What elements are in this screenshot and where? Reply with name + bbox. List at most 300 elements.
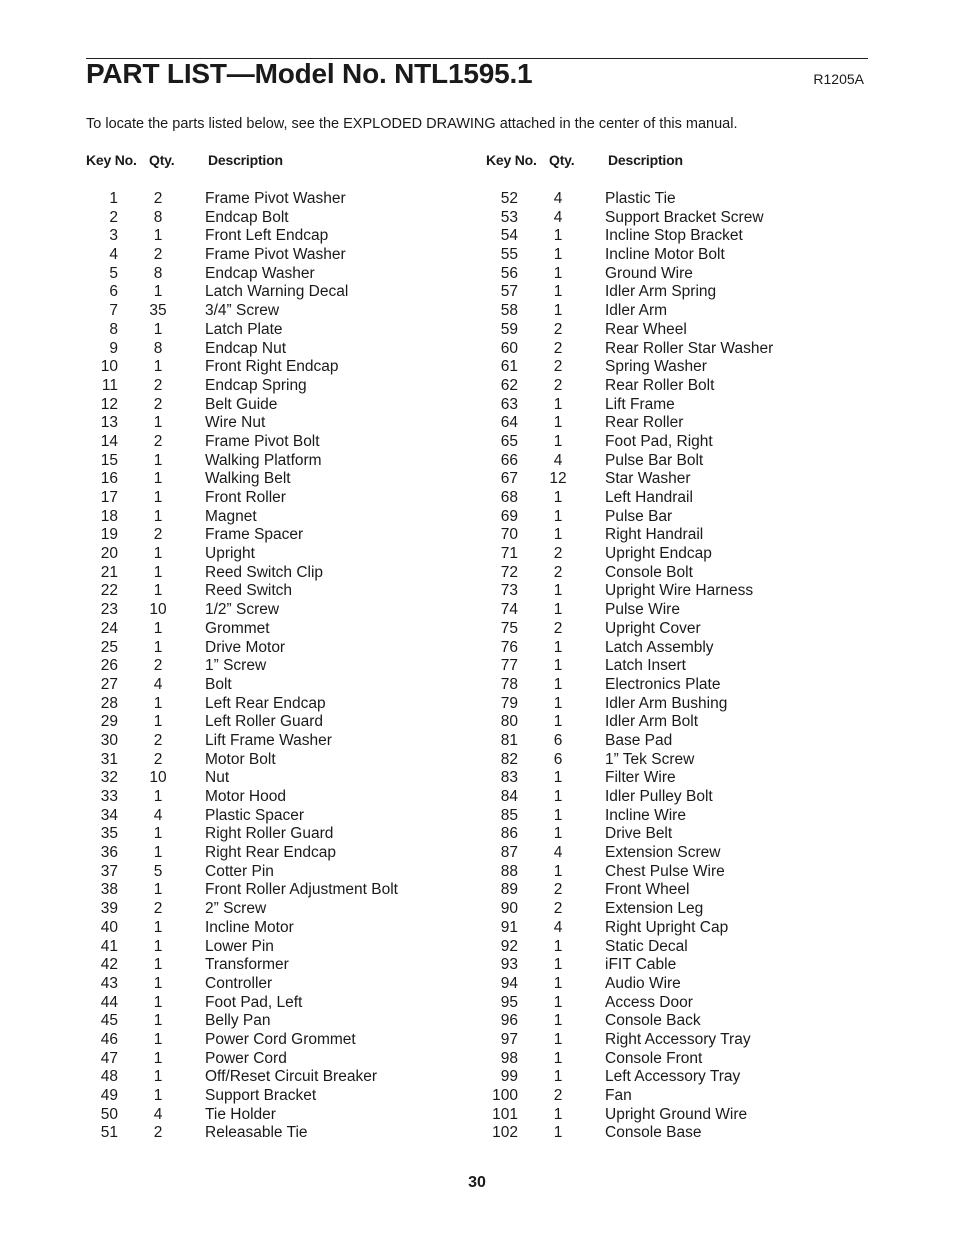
key-no-header: Key No.	[486, 152, 537, 168]
qty-cell: 1	[153, 619, 163, 637]
part-row	[486, 582, 773, 601]
description-cell: Power Cord	[205, 1049, 287, 1067]
key-no-cell: 71	[500, 545, 518, 563]
description-cell: Grommet	[205, 619, 270, 637]
part-row	[486, 1106, 773, 1125]
description-header: Description	[208, 152, 283, 168]
column-headers	[86, 152, 398, 172]
key-no-cell: 66	[500, 451, 518, 469]
qty-cell: 2	[153, 246, 163, 264]
key-no-cell: 82	[500, 750, 518, 768]
part-row	[86, 526, 398, 545]
part-row	[86, 844, 398, 863]
qty-cell: 1	[553, 657, 563, 675]
description-cell: Pulse Bar	[605, 507, 673, 525]
description-cell: Belt Guide	[205, 395, 278, 413]
part-row	[86, 321, 398, 340]
qty-cell: 2	[553, 376, 563, 394]
key-no-cell: 85	[500, 806, 518, 824]
part-row	[86, 1068, 398, 1087]
part-row	[486, 788, 773, 807]
description-cell: Nut	[205, 769, 230, 787]
qty-cell: 6	[553, 750, 563, 768]
key-no-cell: 55	[500, 246, 518, 264]
part-row	[86, 825, 398, 844]
qty-cell: 2	[553, 900, 563, 918]
qty-cell: 2	[153, 395, 163, 413]
qty-cell: 2	[153, 657, 163, 675]
description-cell: Walking Platform	[205, 451, 322, 469]
qty-cell: 1	[153, 1030, 163, 1048]
part-row	[86, 657, 398, 676]
key-no-cell: 21	[100, 563, 118, 581]
key-no-cell: 30	[100, 731, 118, 749]
qty-cell: 1	[153, 582, 163, 600]
key-no-cell: 11	[101, 376, 118, 394]
key-no-cell: 80	[500, 713, 518, 731]
qty-cell: 2	[153, 376, 163, 394]
part-row	[486, 881, 773, 900]
description-cell: Latch Warning Decal	[205, 283, 349, 301]
description-cell: Motor Hood	[205, 788, 286, 805]
revision-code: R1205A	[813, 71, 864, 87]
description-cell: Controller	[205, 974, 273, 992]
qty-cell: 1	[553, 489, 563, 506]
qty-cell: 8	[153, 339, 163, 357]
description-cell: Electronics Plate	[605, 675, 721, 693]
qty-cell: 1	[553, 769, 563, 787]
page-number: 30	[468, 1174, 486, 1191]
part-row	[86, 769, 398, 788]
part-row	[486, 564, 773, 583]
key-no-cell: 91	[500, 918, 518, 936]
key-no-cell: 60	[500, 339, 518, 357]
qty-cell: 1	[553, 694, 563, 712]
description-cell: Upright Endcap	[605, 545, 712, 563]
part-row	[86, 302, 398, 321]
key-no-cell: 72	[500, 563, 518, 581]
qty-cell: 1	[553, 1124, 563, 1142]
part-row	[486, 209, 773, 228]
description-cell: Reed Switch Clip	[205, 563, 324, 581]
qty-cell: 1	[153, 844, 163, 862]
key-no-cell: 62	[500, 376, 518, 394]
qty-cell: 2	[153, 750, 163, 768]
description-cell: 1/2” Screw	[205, 601, 280, 619]
qty-cell: 1	[553, 264, 563, 282]
key-no-cell: 45	[100, 1012, 118, 1030]
part-row	[86, 377, 398, 396]
qty-cell: 4	[153, 675, 163, 693]
part-row	[86, 396, 398, 415]
description-header: Description	[608, 152, 683, 168]
qty-cell: 1	[553, 862, 563, 880]
description-cell: Latch Assembly	[605, 638, 714, 656]
description-cell: 3/4” Screw	[205, 302, 280, 320]
qty-cell: 1	[553, 788, 563, 805]
description-cell: Endcap Washer	[205, 264, 315, 282]
description-cell: Base Pad	[605, 731, 673, 749]
description-cell: Console Bolt	[605, 563, 693, 581]
key-no-cell: 13	[100, 414, 118, 432]
qty-cell: 1	[153, 1087, 163, 1104]
part-row	[486, 190, 773, 209]
part-row	[486, 1012, 773, 1031]
key-no-cell: 58	[500, 302, 518, 320]
part-row	[86, 695, 398, 714]
description-cell: Idler Arm	[605, 302, 668, 320]
qty-cell: 2	[553, 563, 563, 581]
description-cell: Endcap Bolt	[205, 208, 289, 226]
qty-cell: 1	[553, 582, 563, 600]
description-cell: Upright Cover	[605, 619, 701, 637]
description-cell: Ground Wire	[605, 264, 693, 282]
key-no-cell: 38	[100, 881, 118, 899]
qty-cell: 4	[153, 806, 163, 824]
key-no-cell: 96	[500, 1012, 518, 1030]
description-cell: Console Front	[605, 1049, 703, 1067]
part-row	[486, 508, 773, 527]
key-no-cell: 1	[109, 190, 118, 207]
part-row	[486, 489, 773, 508]
key-no-cell: 76	[500, 638, 518, 656]
description-cell: Rear Roller Bolt	[605, 376, 715, 394]
key-no-cell: 88	[500, 862, 518, 880]
part-row	[86, 639, 398, 658]
description-cell: Latch Insert	[605, 657, 686, 675]
part-row	[486, 396, 773, 415]
qty-cell: 4	[153, 1105, 163, 1123]
key-no-cell: 61	[500, 358, 518, 376]
part-row	[86, 414, 398, 433]
description-cell: Rear Roller Star Washer	[605, 339, 774, 357]
intro-text: To locate the parts listed below, see the EXPLODED DRAWING attached in the center of this manual.	[86, 116, 738, 132]
part-row	[486, 994, 773, 1013]
key-no-cell: 69	[500, 507, 518, 525]
key-no-cell: 18	[100, 507, 118, 525]
part-row	[86, 601, 398, 620]
parts-rows-left	[86, 190, 398, 1143]
key-no-cell: 5	[109, 264, 118, 282]
description-cell: Pulse Wire	[605, 601, 680, 619]
key-no-cell: 44	[100, 993, 118, 1011]
key-no-cell: 57	[500, 283, 518, 301]
description-cell: Transformer	[205, 956, 289, 974]
description-cell: Spring Washer	[605, 358, 707, 376]
qty-cell: 1	[553, 601, 563, 619]
description-cell: Front Roller	[205, 489, 286, 506]
part-row	[86, 433, 398, 452]
part-row	[86, 1106, 398, 1125]
part-row	[486, 545, 773, 564]
key-no-cell: 52	[500, 190, 518, 207]
key-no-cell: 46	[100, 1030, 118, 1048]
key-no-cell: 65	[500, 432, 518, 450]
parts-column-right	[486, 152, 773, 1143]
part-row	[86, 788, 398, 807]
part-row	[86, 900, 398, 919]
qty-cell: 4	[553, 844, 563, 862]
qty-cell: 10	[149, 769, 167, 787]
part-row	[486, 377, 773, 396]
key-no-cell: 19	[100, 526, 118, 544]
qty-cell: 1	[153, 1068, 163, 1086]
part-row	[486, 751, 773, 770]
qty-cell: 1	[153, 470, 163, 488]
description-cell: Access Door	[605, 993, 693, 1011]
part-row	[86, 489, 398, 508]
qty-cell: 10	[149, 601, 167, 619]
key-no-cell: 98	[500, 1049, 518, 1067]
description-cell: Plastic Spacer	[205, 806, 305, 824]
description-cell: iFIT Cable	[605, 956, 677, 974]
qty-cell: 2	[553, 358, 563, 376]
key-no-cell: 35	[100, 825, 118, 843]
key-no-cell: 63	[500, 395, 518, 413]
description-cell: Endcap Nut	[205, 339, 286, 357]
qty-cell: 2	[153, 432, 163, 450]
part-row	[486, 863, 773, 882]
description-cell: Reed Switch	[205, 582, 293, 600]
part-row	[486, 1050, 773, 1069]
qty-cell: 1	[553, 1030, 563, 1048]
description-cell: Front Roller Adjustment Bolt	[205, 881, 398, 899]
description-cell: Drive Motor	[205, 638, 286, 656]
part-row	[486, 769, 773, 788]
description-cell: 2” Screw	[205, 900, 267, 918]
key-no-cell: 73	[500, 582, 518, 600]
part-row	[86, 545, 398, 564]
key-no-cell: 70	[500, 526, 518, 544]
key-no-cell: 83	[500, 769, 518, 787]
qty-cell: 1	[153, 694, 163, 712]
description-cell: Frame Pivot Bolt	[205, 432, 320, 450]
key-no-cell: 37	[100, 862, 118, 880]
key-no-cell: 100	[492, 1087, 518, 1104]
parts-rows-right	[486, 190, 773, 1143]
part-row	[86, 713, 398, 732]
description-cell: Right Upright Cap	[605, 918, 729, 936]
qty-cell: 2	[153, 731, 163, 749]
description-cell: Audio Wire	[605, 974, 681, 992]
description-cell: Right Rear Endcap	[205, 844, 336, 862]
description-cell: Lift Frame	[605, 395, 675, 413]
qty-cell: 2	[553, 1087, 563, 1104]
part-row	[486, 321, 773, 340]
part-row	[486, 1068, 773, 1087]
key-no-cell: 90	[500, 900, 518, 918]
key-no-cell: 9	[109, 339, 118, 357]
key-no-cell: 51	[100, 1124, 118, 1142]
description-cell: Front Right Endcap	[205, 358, 339, 376]
qty-cell: 1	[553, 806, 563, 824]
description-cell: 1” Tek Screw	[605, 750, 695, 768]
part-row	[486, 265, 773, 284]
key-no-cell: 33	[100, 788, 118, 805]
part-row	[486, 433, 773, 452]
key-no-cell: 93	[500, 956, 518, 974]
part-row	[486, 639, 773, 658]
description-cell: Left Roller Guard	[205, 713, 324, 731]
description-cell: Chest Pulse Wire	[605, 862, 725, 880]
qty-cell: 2	[153, 190, 163, 207]
part-row	[486, 358, 773, 377]
qty-cell: 1	[153, 563, 163, 581]
part-row	[486, 900, 773, 919]
qty-cell: 2	[553, 545, 563, 563]
key-no-cell: 77	[500, 657, 518, 675]
qty-cell: 1	[153, 545, 163, 563]
description-cell: Incline Motor	[205, 918, 294, 936]
key-no-cell: 81	[500, 731, 518, 749]
part-row	[486, 1124, 773, 1143]
part-row	[86, 358, 398, 377]
qty-cell: 1	[153, 283, 163, 301]
key-no-cell: 89	[500, 881, 518, 899]
key-no-cell: 6	[109, 283, 118, 301]
description-cell: Left Handrail	[605, 489, 693, 506]
part-row	[486, 283, 773, 302]
qty-cell: 1	[153, 1012, 163, 1030]
qty-cell: 2	[553, 619, 563, 637]
key-no-cell: 17	[100, 489, 118, 506]
key-no-cell: 42	[100, 956, 118, 974]
part-row	[486, 227, 773, 246]
description-cell: Right Accessory Tray	[605, 1030, 751, 1048]
qty-cell: 1	[553, 395, 563, 413]
part-row	[86, 227, 398, 246]
description-cell: Left Rear Endcap	[205, 694, 326, 712]
part-row	[86, 863, 398, 882]
key-no-cell: 47	[100, 1049, 118, 1067]
key-no-cell: 101	[492, 1105, 518, 1123]
description-cell: Front Left Endcap	[205, 227, 329, 245]
parts-column-left	[86, 152, 398, 1143]
description-cell: Frame Pivot Washer	[205, 246, 346, 264]
qty-cell: 12	[549, 470, 567, 488]
key-no-cell: 84	[500, 788, 518, 805]
part-row	[486, 340, 773, 359]
qty-cell: 1	[553, 675, 563, 693]
key-no-cell: 4	[109, 246, 118, 264]
qty-cell: 2	[153, 900, 163, 918]
part-row	[486, 975, 773, 994]
qty-cell: 1	[153, 788, 163, 805]
key-no-cell: 53	[500, 208, 518, 226]
qty-cell: 2	[153, 1124, 163, 1142]
key-no-cell: 68	[500, 489, 518, 506]
key-no-cell: 8	[109, 320, 118, 338]
qty-cell: 2	[553, 881, 563, 899]
description-cell: Cotter Pin	[205, 862, 274, 880]
description-cell: Rear Roller	[605, 414, 684, 432]
description-cell: Frame Pivot Washer	[205, 190, 346, 207]
column-headers	[486, 152, 773, 172]
description-cell: Lift Frame Washer	[205, 731, 332, 749]
part-row	[86, 283, 398, 302]
description-cell: Incline Wire	[605, 806, 686, 824]
description-cell: Wire Nut	[205, 414, 266, 432]
key-no-cell: 86	[500, 825, 518, 843]
part-row	[486, 601, 773, 620]
qty-cell: 1	[553, 713, 563, 731]
qty-cell: 4	[553, 451, 563, 469]
key-no-cell: 87	[500, 844, 518, 862]
description-cell: Left Accessory Tray	[605, 1068, 741, 1086]
description-cell: Idler Arm Bolt	[605, 713, 699, 731]
key-no-cell: 22	[100, 582, 118, 600]
qty-cell: 1	[553, 302, 563, 320]
qty-cell: 1	[153, 918, 163, 936]
part-row	[86, 1124, 398, 1143]
description-cell: Magnet	[205, 507, 257, 525]
key-no-cell: 24	[100, 619, 118, 637]
qty-header: Qty.	[549, 152, 575, 168]
qty-cell: 1	[153, 489, 163, 506]
key-no-cell: 41	[100, 937, 118, 955]
part-row	[86, 975, 398, 994]
key-no-cell: 67	[500, 470, 518, 488]
description-cell: Idler Arm Bushing	[605, 694, 728, 712]
qty-cell: 1	[553, 1049, 563, 1067]
key-no-header: Key No.	[86, 152, 137, 168]
key-no-cell: 97	[500, 1030, 518, 1048]
description-cell: Incline Motor Bolt	[605, 246, 725, 264]
description-cell: Lower Pin	[205, 937, 274, 955]
description-cell: Console Back	[605, 1012, 701, 1030]
part-row	[86, 807, 398, 826]
key-no-cell: 95	[500, 993, 518, 1011]
description-cell: Drive Belt	[605, 825, 673, 843]
description-cell: Pulse Bar Bolt	[605, 451, 704, 469]
qty-cell: 1	[553, 1012, 563, 1030]
part-row	[86, 620, 398, 639]
qty-cell: 1	[153, 1049, 163, 1067]
qty-cell: 8	[153, 208, 163, 226]
qty-cell: 1	[153, 320, 163, 338]
qty-cell: 2	[553, 339, 563, 357]
qty-cell: 4	[553, 190, 563, 207]
qty-cell: 1	[553, 526, 563, 544]
qty-cell: 1	[153, 993, 163, 1011]
qty-cell: 1	[553, 974, 563, 992]
description-cell: Foot Pad, Right	[605, 432, 713, 450]
qty-cell: 1	[553, 825, 563, 843]
part-row	[486, 452, 773, 471]
part-row	[486, 302, 773, 321]
part-row	[486, 695, 773, 714]
part-row	[86, 1012, 398, 1031]
qty-cell: 1	[553, 283, 563, 301]
description-cell: Support Bracket Screw	[605, 208, 764, 226]
description-cell: Frame Spacer	[205, 526, 304, 544]
qty-cell: 2	[153, 526, 163, 544]
qty-cell: 1	[153, 451, 163, 469]
description-cell: Walking Belt	[205, 470, 291, 488]
key-no-cell: 16	[100, 470, 118, 488]
part-row	[86, 470, 398, 489]
description-cell: Static Decal	[605, 937, 688, 955]
key-no-cell: 78	[500, 675, 518, 693]
part-row	[86, 676, 398, 695]
key-no-cell: 74	[500, 601, 518, 619]
part-row	[86, 265, 398, 284]
part-row	[86, 919, 398, 938]
part-row	[86, 1050, 398, 1069]
description-cell: Extension Screw	[605, 844, 721, 862]
part-row	[486, 825, 773, 844]
qty-cell: 4	[553, 918, 563, 936]
